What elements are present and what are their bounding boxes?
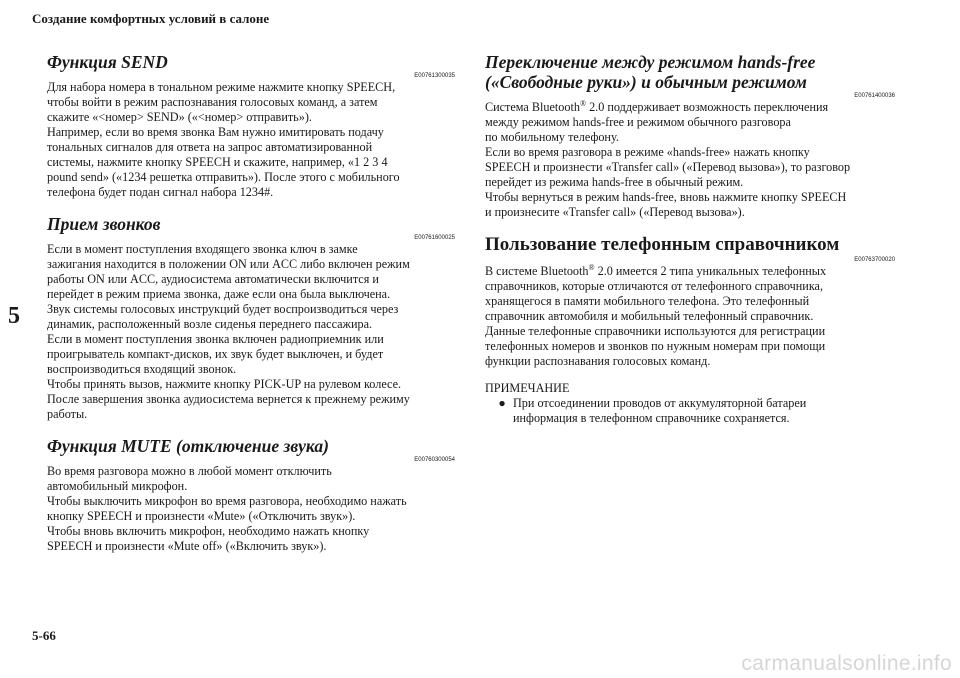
watermark: carmanualsonline.info — [741, 652, 952, 675]
left-column — [47, 52, 455, 568]
receive-calls-section — [47, 214, 455, 422]
section-number-tab: 5 — [8, 303, 20, 329]
receive-calls-code: E00761600025 — [414, 235, 455, 241]
send-function-heading: Функция SEND — [47, 52, 168, 72]
handsfree-switch-section — [485, 52, 895, 220]
mute-function-code: E00760300054 — [414, 457, 455, 463]
handsfree-switch-text — [485, 100, 895, 220]
phonebook-text — [485, 264, 895, 369]
phonebook-code: E00763700020 — [854, 257, 895, 263]
page-number: 5-66 — [32, 628, 56, 643]
running-header: Создание комфортных условий в салоне — [32, 11, 270, 26]
registered-mark: ® — [588, 262, 595, 272]
note-text: При отсоединении проводов от аккумуляторной батареи информация в телефонном справочнике сохраняется. — [513, 396, 807, 425]
mute-function-section — [47, 436, 455, 554]
receive-calls-heading: Прием звонков — [47, 214, 161, 234]
note-item — [485, 396, 895, 426]
handsfree-switch-heading-line2: («Свободные руки») и обычным режимом — [485, 72, 807, 92]
send-function-code: E00761300035 — [414, 73, 455, 79]
handsfree-text-rest: 2.0 поддерживает возможность переключения между режимом hands-free и режимом обычного разговора по мобильному телефону. Если во время разговора в режиме «hands-free» нажать кнопку SPEECH и произнести «Transfer call» («Перевод вызова»), то разговор перейдет из режима hands-free в обычный режим. Чтобы вернуться в режим hands-free, вновь нажмите кнопку SPEECH и произнесите «Transfer call» («Перевод вызова»). — [485, 100, 851, 219]
send-function-section — [47, 52, 455, 200]
phonebook-section — [485, 234, 895, 426]
phonebook-text-start: В системе Bluetooth — [485, 264, 589, 278]
note-label: ПРИМЕЧАНИЕ — [485, 381, 570, 395]
receive-calls-text: Если в момент поступления входящего звонка ключ в замке зажигания находится в положении ON или ACC либо включен режим работы ON или ACC, аудиосистема автоматически включится и перейдет в режим приема звонка, даже если она была выключена. Звук системы голосовых инструкций будет воспроизводиться через динамик, расположенный возле сиденья переднего пассажира. Если в момент поступления звонка включен радиоприемник или проигрыватель компакт-дисков, их звук будет выключен, и будет воспроизводиться входящий звонок. Чтобы принять вызов, нажмите кнопку PICK-UP на рулевом колесе. После завершения звонка аудиосистема вернется к прежнему режиму работы. — [47, 242, 410, 421]
bullet-icon: ● — [498, 396, 506, 410]
registered-mark: ® — [579, 98, 587, 108]
mute-function-heading: Функция MUTE (отключение звука) — [47, 436, 329, 456]
handsfree-text-start: Система Bluetooth — [485, 100, 580, 114]
right-column — [485, 52, 895, 440]
mute-function-text: Во время разговора можно в любой момент отключить автомобильный микрофон. Чтобы выключить микрофон во время разговора, необходимо нажать кнопку SPEECH и произнести «Mute» («Отключить звук»). Чтобы вновь включить микрофон, необходимо нажать кнопку SPEECH и произнести «Mute off» («Включить звук»). — [47, 464, 407, 553]
handsfree-switch-code: E00761400036 — [854, 93, 895, 99]
handsfree-switch-heading-line1: Переключение между режимом hands-free — [485, 52, 816, 72]
phonebook-heading: Пользование телефонным справочником — [485, 234, 840, 255]
send-function-text: Для набора номера в тональном режиме нажмите кнопку SPEECH, чтобы войти в режим распознавания голосовых команд, а затем скажите «<номер> SEND» («<номер> отправить»). Например, если во время звонка Вам нужно имитировать подачу тональных сигналов для ответа на запрос автоматизированной системы, нажмите кнопку SPEECH и скажите, например, «1 2 3 4 pound send» («1234 решетка отправить»). После этого с мобильного телефона будет подан сигнал набора 1234#. — [47, 80, 400, 199]
phonebook-text-rest: 2.0 имеется 2 типа уникальных телефонных справочников, которые отличаются от телефонного справочника, хранящегося в памяти мобильного телефона. Это телефонный справочник автомобиля и мобильный телефонный справочник. Данные телефонные справочники используются для регистрации телефонных номеров и звонков по нужным номерам при помощи функции распознавания голосовых команд. — [485, 264, 827, 368]
